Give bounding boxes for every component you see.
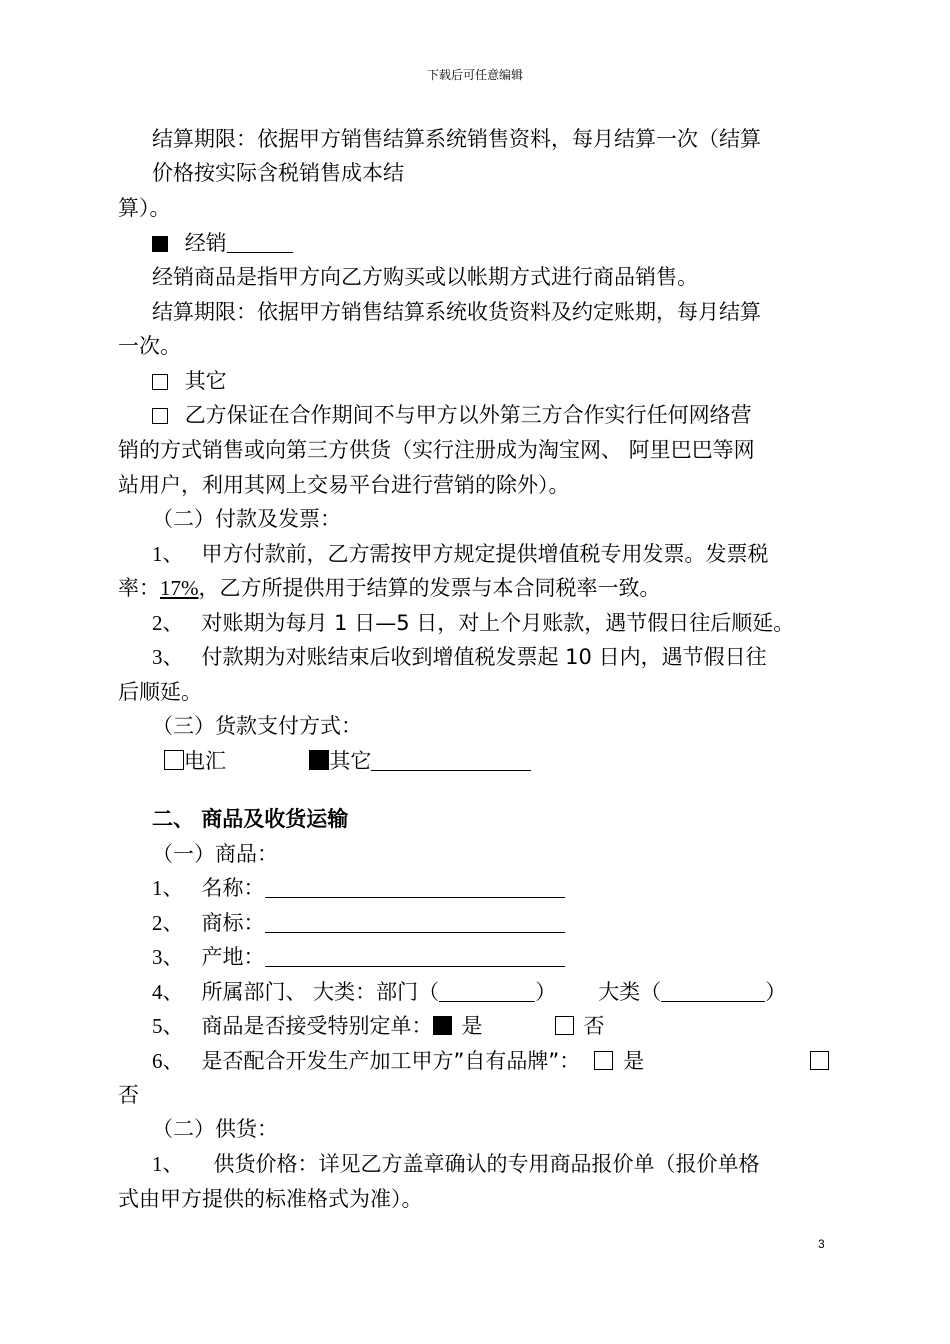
own-brand-no-box-wrap xyxy=(810,1048,829,1074)
guarantee-checkbox[interactable] xyxy=(152,408,168,424)
guarantee-text-3: 站用户，利用其网上交易平台进行营销的除外）。 xyxy=(118,473,570,497)
guarantee-text-2: 销的方式销售或向第三方供货（实行注册成为淘宝网、 阿里巴巴等网 xyxy=(118,438,755,462)
other-option xyxy=(152,368,227,394)
pay-other-blank[interactable] xyxy=(371,750,531,771)
consign-blank[interactable] xyxy=(227,232,293,253)
page-number: 3 xyxy=(818,1237,825,1251)
wire-checkbox[interactable] xyxy=(164,750,184,770)
payment-item-3: 3、 付款期为对账结束后收到增值税发票起 10 日内，遇节假日往 xyxy=(152,645,767,669)
goods-brand-row: 2、 商标： xyxy=(152,910,565,936)
goods-dept-row: 4、 所属部门、 大类：部门（ ） 大类（ ） xyxy=(152,980,787,1004)
payment-section-title: （二）付款及发票： xyxy=(152,507,341,531)
pay-other-label: 其它 xyxy=(329,749,372,773)
special-order-yes-checkbox[interactable] xyxy=(433,1016,452,1035)
page-header: 下载后可任意编辑 xyxy=(426,68,523,82)
goods-origin-field[interactable] xyxy=(265,946,565,967)
other-label: 其它 xyxy=(184,369,227,393)
wire-label: 电汇 xyxy=(184,749,226,773)
pay-other-checkbox[interactable] xyxy=(309,750,329,770)
own-brand-no-checkbox[interactable] xyxy=(810,1051,829,1070)
consign-label: 经销 xyxy=(184,231,227,255)
other-checkbox[interactable] xyxy=(152,374,168,390)
tax-rate: 17% xyxy=(160,576,199,600)
own-brand-row: 6、 是否配合开发生产加工甲方”自有品牌”： 是 xyxy=(152,1049,645,1073)
goods-title: （一）商品： xyxy=(152,842,278,866)
special-order-row: 5、 商品是否接受特别定单： 是 否 xyxy=(152,1014,605,1038)
consign-checkbox[interactable] xyxy=(152,236,168,252)
category-field[interactable] xyxy=(661,981,765,1002)
settlement-period-text: 结算期限：依据甲方销售结算系统销售资料，每月结算一次（结算 xyxy=(152,127,761,151)
supply-title: （二）供货： xyxy=(152,1117,278,1141)
payment-method-title: （三）货款支付方式： xyxy=(152,714,362,738)
consign-period-end: 一次。 xyxy=(118,334,181,358)
payment-item-1: 1、 甲方付款前，乙方需按甲方规定提供增值税专用发票。发票税 xyxy=(152,542,769,566)
payment-item-1-cont: 率：17%，乙方所提供用于结算的发票与本合同税率一致。 xyxy=(118,576,661,600)
payment-item-3-cont: 后顺延。 xyxy=(118,680,202,704)
own-brand-yes-checkbox[interactable] xyxy=(594,1051,613,1070)
settlement-price-text: 价格按实际含税销售成本结 xyxy=(152,161,404,185)
goods-origin-row: 3、 产地： xyxy=(152,944,565,970)
special-order-no-checkbox[interactable] xyxy=(555,1016,574,1035)
goods-name-row: 1、 名称： xyxy=(152,875,565,901)
consign-period-text: 结算期限：依据甲方销售结算系统收货资料及约定账期，每月结算 xyxy=(152,300,761,324)
supply-price-cont: 式由甲方提供的标准格式为准）。 xyxy=(118,1187,423,1211)
payment-method-options xyxy=(164,748,531,774)
supply-price-row: 1、 供货价格：详见乙方盖章确认的专用商品报价单（报价单格 xyxy=(152,1152,760,1176)
payment-item-2: 2、 对账期为每月 1 日—5 日，对上个月账款，遇节假日往后顺延。 xyxy=(152,611,795,635)
consign-desc: 经销商品是指甲方向乙方购买或以帐期方式进行商品销售。 xyxy=(152,265,698,289)
guarantee-text: 乙方保证在合作期间不与甲方以外第三方合作实行任何网络营 xyxy=(152,402,752,428)
dept-field[interactable] xyxy=(439,981,535,1002)
section-two-heading: 二、 商品及收货运输 xyxy=(152,807,349,831)
goods-name-field[interactable] xyxy=(265,877,565,898)
own-brand-no-label: 否 xyxy=(118,1083,139,1107)
settlement-end-text: 算）。 xyxy=(118,196,171,220)
consign-option xyxy=(152,230,293,256)
goods-brand-field[interactable] xyxy=(265,912,565,933)
